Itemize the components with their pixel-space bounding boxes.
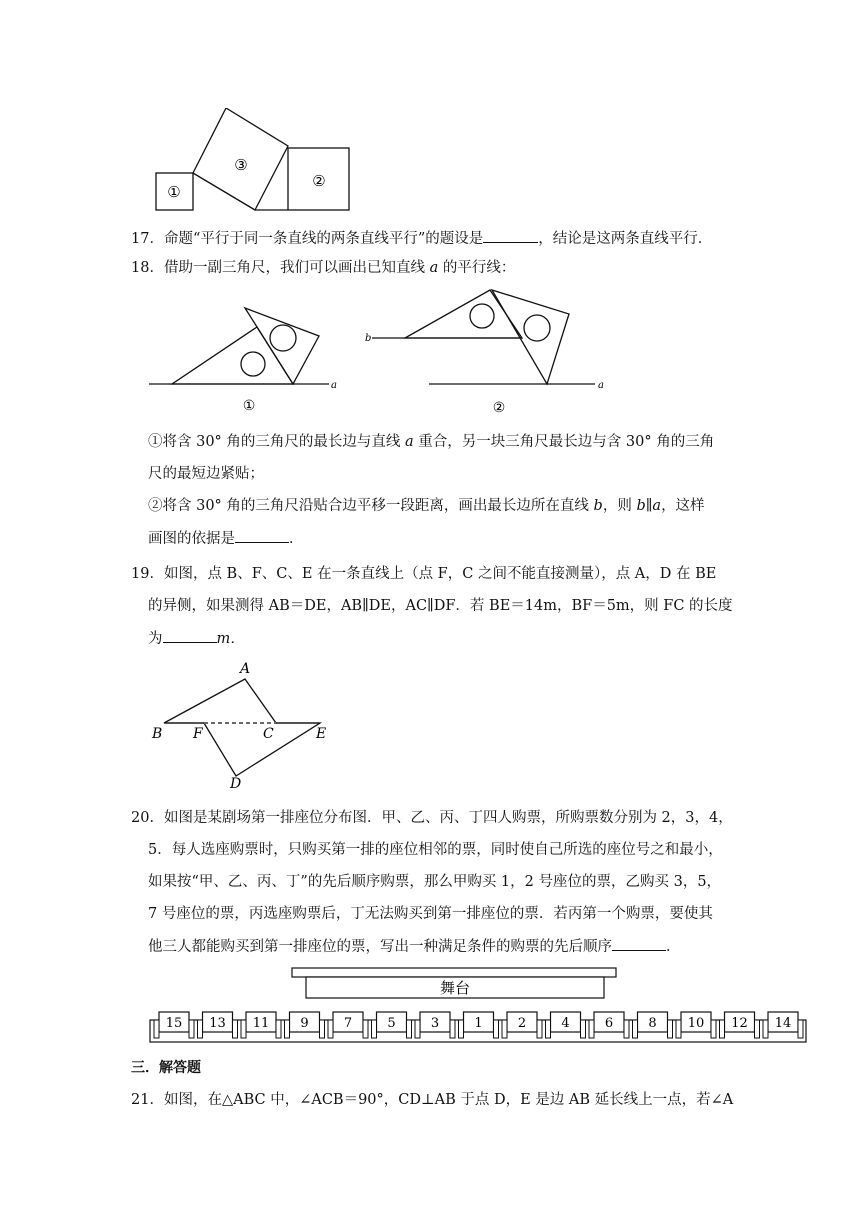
stage-top-bar [292,968,616,977]
svg-text:b: b [365,333,372,344]
seat-number: 1 [474,1016,483,1031]
answer-blank [163,628,217,643]
question-number: 18． [131,260,164,276]
q18-step2-line1: ②将含 30° 角的三角尺沿贴合边平移一段距离，画出最长边所在直线 b，则 b∥a，这样 [148,498,705,514]
point-f: F [193,726,203,742]
squares-figure [148,108,356,212]
question-18: 18．借助一副三角尺，我们可以画出已知直线 a 的平行线： [131,260,516,276]
svg-text:a: a [331,380,337,391]
q18-step1-line2: 尺的最短边紧贴； [148,466,264,482]
q18-step1-line1: ①将含 30° 角的三角尺的最长边与直线 a 重合，另一块三角尺最长边与含 30° 角的三角 [148,434,715,450]
seat-number: 8 [648,1016,657,1031]
seat-number: 3 [430,1016,440,1031]
answer-blank [612,936,666,951]
question-number: 19． [131,566,164,582]
seat-number: 14 [774,1016,792,1031]
answer-blank [483,228,538,243]
point-d: D [230,776,242,792]
question-19-line3: 为 m． [148,628,245,649]
figure-caption-2: ② [492,400,506,416]
question-20-line4: 7 号座位的票，丙选座购票后，丁无法购买到第一排座位的票．若丙第一个购票，要使其 [148,906,713,922]
question-19-line2: 的异侧，如果测得 AB＝DE，AB∥DE，AC∥DF．若 BE＝14m，BF＝5m，则 FC 的长度 [148,598,733,614]
question-number: 17． [131,231,164,247]
question-20-line2: 5．每人选座购票时，只购买第一排的座位相邻的票，同时使自己所选的座位号之和最小， [148,842,723,858]
seat-number: 7 [343,1016,353,1031]
answer-blank [235,528,289,543]
seat-map-figure [148,962,810,1046]
question-19-line1: 19．如图，点 B、F、C、E 在一条直线上（点 F，C 之间不能直接测量），点 A，D 在 BE [131,566,717,582]
question-20-line3: 如果按“甲、乙、丙、丁”的先后顺序购票，那么甲购买 1，2 号座位的票，乙购买 3，5， [148,874,722,890]
point-c: C [263,726,274,742]
seat-number: 4 [561,1016,570,1031]
figure-caption-1: ① [242,398,256,414]
seat-number: 9 [300,1016,309,1031]
question-20-line5: 他三人都能购买到第一排座位的票，写出一种满足条件的购票的先后顺序 ． [148,936,681,957]
question-number: 20． [131,810,164,826]
seat-number: 5 [387,1016,396,1031]
square-1-label: ① [167,183,181,201]
point-b: B [152,726,163,742]
stage-label: 舞台 [439,979,471,997]
point-a: A [240,661,251,677]
square-2-label: ② [312,172,326,190]
section-heading-3: 三．解答题 [131,1060,201,1076]
q17-text-pre: 命题“平行于同一条直线的两条直线平行”的题设是 [163,231,484,247]
triangles-abc-def-figure [148,656,338,792]
seat-number: 10 [687,1016,705,1031]
question-21-line1: 21．如图，在△ABC 中，∠ACB＝90°，CD⊥AB 于点 D，E 是边 AB 延长线上一点，若∠A [131,1092,734,1108]
q18-step2-line2: 画图的依据是 ． [148,528,304,549]
seat-number: 2 [517,1016,527,1031]
seat-number: 15 [165,1016,183,1031]
q17-text-post: ，结论是这两条直线平行． [538,231,713,247]
svg-text:a: a [598,380,604,391]
question-17 [131,228,712,249]
seat-number: 12 [731,1016,748,1031]
point-e: E [316,726,327,742]
square-3-label: ③ [234,156,248,174]
parallel-lines-figure [147,282,609,417]
question-20-line1: 20．如图是某剧场第一排座位分布图．甲、乙、丙、丁四人购票，所购票数分别为 2，3，4， [131,810,733,826]
question-number: 21． [131,1092,164,1108]
seat-number: 6 [604,1016,614,1031]
seat-number: 13 [209,1016,226,1031]
seat-number: 11 [252,1016,270,1031]
